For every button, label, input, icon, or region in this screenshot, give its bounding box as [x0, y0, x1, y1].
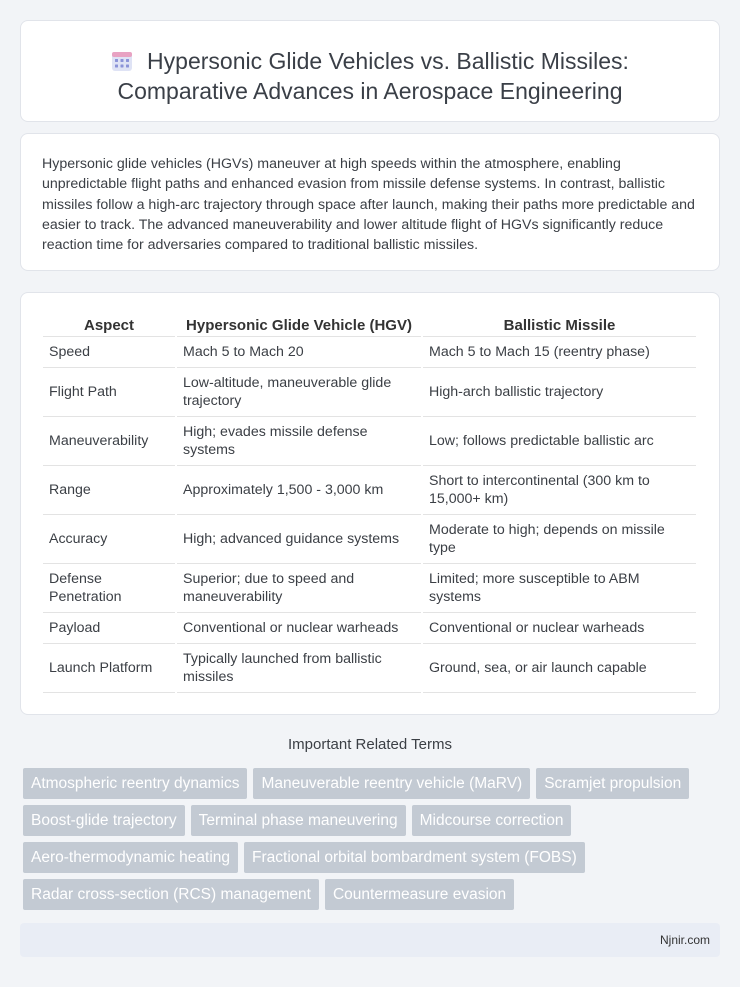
cell-hgv: High; evades missile defense systems — [177, 417, 421, 466]
cell-ballistic: Moderate to high; depends on missile type — [423, 515, 696, 564]
cell-ballistic: Low; follows predictable ballistic arc — [423, 417, 696, 466]
cell-hgv: High; advanced guidance systems — [177, 515, 421, 564]
cell-hgv: Low-altitude, maneuverable glide trajectory — [177, 368, 421, 417]
title-line-1: Hypersonic Glide Vehicles vs. Ballistic Missiles: — [147, 48, 629, 74]
tag-row — [23, 768, 723, 799]
summary-card — [20, 133, 720, 271]
calendar-grid-icon — [111, 50, 133, 72]
title-line-2: Comparative Advances in Aerospace Engineering — [117, 78, 623, 104]
table-row — [43, 613, 696, 644]
table-row — [43, 515, 696, 564]
tag-row — [23, 879, 723, 910]
table-row — [43, 644, 696, 693]
tag-row — [23, 842, 723, 873]
table-row — [43, 368, 696, 417]
comparison-card — [20, 292, 720, 715]
table-row — [43, 466, 696, 515]
cell-aspect: Range — [43, 466, 175, 515]
related-term-tag[interactable]: Fractional orbital bombardment system (FOBS) — [244, 842, 585, 873]
cell-aspect: Payload — [43, 613, 175, 644]
cell-ballistic: High-arch ballistic trajectory — [423, 368, 696, 417]
cell-aspect: Flight Path — [43, 368, 175, 417]
cell-ballistic: Limited; more susceptible to ABM systems — [423, 564, 696, 613]
table-header-row — [43, 315, 696, 337]
table-row — [43, 337, 696, 368]
related-term-tag[interactable]: Midcourse correction — [412, 805, 572, 836]
header-aspect: Aspect — [43, 315, 175, 337]
related-terms-title: Important Related Terms — [288, 736, 452, 753]
cell-hgv: Superior; due to speed and maneuverability — [177, 564, 421, 613]
related-term-tag[interactable]: Maneuverable reentry vehicle (MaRV) — [253, 768, 530, 799]
related-term-tag[interactable]: Radar cross-section (RCS) management — [23, 879, 319, 910]
table-row — [43, 417, 696, 466]
page-title — [21, 46, 719, 106]
cell-hgv: Mach 5 to Mach 20 — [177, 337, 421, 368]
tag-row — [23, 805, 723, 836]
cell-aspect: Accuracy — [43, 515, 175, 564]
footer — [20, 923, 720, 957]
related-term-tag[interactable]: Boost-glide trajectory — [23, 805, 185, 836]
header-ballistic: Ballistic Missile — [423, 315, 696, 337]
footer-site-name[interactable]: Njnir.com — [659, 933, 710, 947]
cell-aspect: Maneuverability — [43, 417, 175, 466]
related-terms-list — [23, 768, 723, 916]
related-term-tag[interactable]: Aero-thermodynamic heating — [23, 842, 238, 873]
related-term-tag[interactable]: Atmospheric reentry dynamics — [23, 768, 247, 799]
related-term-tag[interactable]: Scramjet propulsion — [536, 768, 689, 799]
cell-hgv: Approximately 1,500 - 3,000 km — [177, 466, 421, 515]
cell-ballistic: Mach 5 to Mach 15 (reentry phase) — [423, 337, 696, 368]
header-hgv: Hypersonic Glide Vehicle (HGV) — [177, 315, 421, 337]
cell-aspect: Speed — [43, 337, 175, 368]
comparison-table — [41, 315, 698, 693]
cell-ballistic: Conventional or nuclear warheads — [423, 613, 696, 644]
cell-ballistic: Short to intercontinental (300 km to 15,000+ km) — [423, 466, 696, 515]
related-term-tag[interactable]: Terminal phase maneuvering — [191, 805, 406, 836]
cell-aspect: Launch Platform — [43, 644, 175, 693]
related-term-tag[interactable]: Countermeasure evasion — [325, 879, 514, 910]
cell-ballistic: Ground, sea, or air launch capable — [423, 644, 696, 693]
cell-aspect: Defense Penetration — [43, 564, 175, 613]
title-card — [20, 20, 720, 122]
summary-text: Hypersonic glide vehicles (HGVs) maneuver at high speeds within the atmosphere, enabling unpredictable flight paths and enhanced evasion from missile defense systems. In contrast, ballistic missiles follow a high-arc trajectory through space after launch, making their paths more predictable and easier to track. The advanced maneuverability and lower altitude flight of HGVs significantly reduce reaction time for adversaries compared to traditional ballistic missiles. — [42, 156, 695, 254]
cell-hgv: Conventional or nuclear warheads — [177, 613, 421, 644]
table-row — [43, 564, 696, 613]
cell-hgv: Typically launched from ballistic missiles — [177, 644, 421, 693]
